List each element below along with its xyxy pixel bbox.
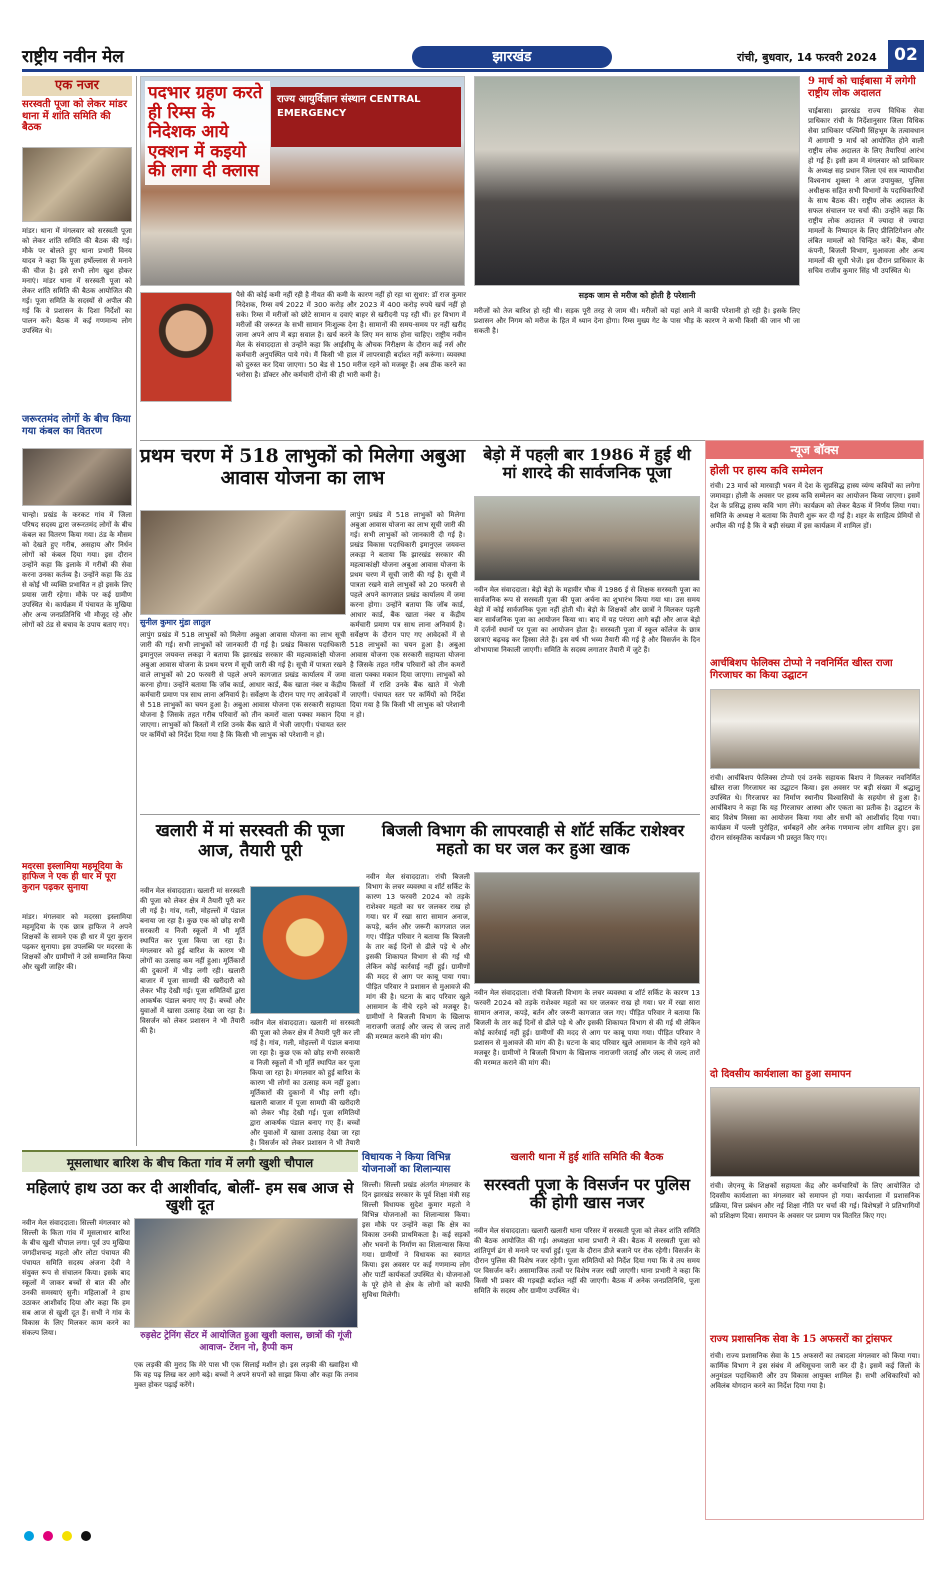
newspaper-logo: राष्ट्रीय नवीन मेल	[22, 47, 124, 67]
left-text-2: चान्हो। प्रखंड के करकट गांव में जिला परिषद सदस्य द्वारा जरूरतमंद लोगों के बीच कंबल का वितरण किया गया। ठंड के मौसम को देखते हुए गरीब, असहाय और निर्धन लोगों को कंबल दिया गया। इस दौरान उन्होंने कहा कि इलाके में गरीबों की सेवा करना उनका कर्तव्य है। उन्होंने कहा कि ठंड से कोई भी व्यक्ति प्रभावित न हो इसके लिए प्रयास जारी रहेगा। मौके पर कई ग्रामीण उपस्थित थे। कार्यक्रम में पंचायत के मुखिया और अन्य जनप्रतिनिधि भी मौजूद रहे और लोगों को ठंड से बचाव के उपाय बताए गए।	[22, 511, 132, 629]
dateline: रांची, बुधवार, 14 फरवरी 2024	[737, 51, 877, 64]
visarjan-headline: सरस्वती पूजा के विसर्जन पर पुलिस की होगी खास नजर	[483, 1175, 691, 1213]
awas-byline: सुनील कुमार मुंडा लातुल	[140, 617, 211, 627]
lok-adalat-body: चाईबासा। झारखंड राज्य विधिक सेवा प्राधिकार रांची के निर्देशानुसार जिला विधिक सेवा प्राधिकार पश्चिमी सिंहभूम के तत्वावधान में आगामी 9 मार्च को आयोजित होने वाली राष्ट्रीय लोक अदालत के लिए तैयारियां आरंभ हो गई हैं। इसी क्रम में मंगलवार को प्राधिकार के अध्यक्ष सह प्रधान जिला एवं सत्र न्यायाधीश विश्वनाथ शुक्ला ने आज उपायुक्त, पुलिस अधीक्षक सहित सभी विभागों के पदाधिकारियों के साथ बैठक की। राष्ट्रीय लोक अदालत के सफल संचालन पर चर्चा की। उन्होंने कहा कि राष्ट्रीय लोक अदालत में ज्यादा से ज्यादा मामलों के निष्पादन के लिए प्रीलिटिगेशन और लंबित मामलों को चिन्हित करें। बैंक, बीमा कंपनी, बिजली विभाग, मुआवजा और अन्य मामलों की सूची भेजें। इस दौरान प्राधिकार के सचिव राजीव कुमार सिंह भी उपस्थित थे।	[808, 107, 924, 275]
rims-photo	[140, 76, 465, 286]
masthead	[22, 40, 924, 72]
column-rule	[136, 76, 137, 1146]
church-photo	[710, 689, 920, 769]
church-body: रांची। आर्चबिशप फेलिक्स टोप्पो एवं उनके सहायक बिशप ने मिलकर नवनिर्मित खीस्त राजा गिरजाघर का उद्घाटन किया। इस अवसर पर बड़ी संख्या में श्रद्धालु उपस्थित थे। गिरजाघर का निर्माण स्थानीय विश्वासियों के सहयोग से हुआ है। आर्चबिशप ने कहा कि यह गिरजाघर आस्था और एकता का प्रतीक है। उद्घाटन के बाद विशेष मिस्सा का आयोजन किया गया और सभी को आशीर्वाद दिया गया। कार्यक्रम में पल्ली पुरोहित, धर्मबहनें और अनेक गणमान्य लोग शामिल हुए। इस दौरान सांस्कृतिक कार्यक्रम भी प्रस्तुत किए गए।	[710, 774, 920, 842]
lok-adalat-headline: 9 मार्च को चाईबासा में लगेगी राष्ट्रीय लोक अदालत	[808, 76, 916, 99]
chaupal-headline: महिलाएं हाथ उठा कर दी आशीर्वाद, बोलीं- हम सब आज से खुशी दूत	[26, 1179, 354, 1215]
jam-caption: सड़क जाम से मरीज को होती है परेशानी	[474, 290, 800, 304]
blanket-photo	[22, 448, 132, 506]
emergency-sign: राज्य आयुर्विज्ञान संस्थान CENTRAL EMERGENCY	[271, 87, 461, 147]
left-text-1: मांडर। थाना में मंगलवार को सरस्वती पूजा को लेकर शांति समिति की बैठक की गई। मौके पर बोलते हुए थाना प्रभारी विनय यादव ने कहा कि पूजा हर्षोल्लास से मनाने की चीज है। इसे सभी लोग खुश होकर मनाएं। मांडर थाना में सरस्वती पूजा को लेकर शांति समिति की बैठक आयोजित की गई। पूजा समिति के सदस्यों से अपील की गई कि वे प्रशासन के दिशा निर्देशों का पालन करें। बैठक में कई गणमान्य लोग उपस्थित थे।	[22, 227, 132, 335]
saraswati-idol-photo	[250, 886, 360, 1014]
happy-class-photo	[134, 1218, 358, 1328]
workshop-body: रांची। जेएनयू के शिक्षकों सहायता केंद्र और कर्मचारियों के लिए आयोजित दो दिवसीय कार्यशाला का मंगलवार को समापन हो गया। कार्यशाला में प्रशासनिक प्रक्रिया, वित्त प्रबंधन और नई शिक्षा नीति पर चर्चा की गई। विशेषज्ञों ने प्रतिभागियों को प्रशिक्षण दिया। समापन के अवसर पर प्रमाण पत्र वितरित किए गए।	[710, 1182, 920, 1220]
rims-body: पैसे की कोई कमी नहीं रही है नीयत की कमी के कारण नहीं हो रहा था सुधार: डॉ राज कुमार निदेशक, रिम्स वर्ष 2022 में 300 करोड़ और 2023 में 400 करोड़ रुपये खर्च नहीं हो सके। रिम्स में मरीजों को छोटे सामान व दवाएं बाहर से खरीदनी पड़ रही थीं। हर विभाग में मरीजों की जरूरत के सभी सामान निःशुल्क देना है। सामानों की समय-समय पर नहीं खरीद जाना अपने आप में बड़ा सवाल है। खर्च करने के लिए मन साफ होना चाहिए। राष्ट्रीय नवीन मेल के संवाददाता से उन्होंने कहा कि आईसीयू के औचक निरीक्षण के दौरान कई नर्स और कर्मचारी अनुपस्थित पाये गये। मैं किसी भी हाल में लापरवाही बर्दाश्त नहीं करूंगा। व्यवस्था को दुरुस्त कर दिया जाएगा। 50 बेड से 150 मरीज रहने को मजबूर हैं। अब ठीक करने का भरोसा है। डॉक्टर और कर्मचारी दोनों की ही भारी कमी है।	[236, 291, 466, 379]
chaupal-body-2: एक लड़की की मुराद कि मेरे पास भी एक सिलाई मशीन हो। इस लड़की की ख्वाहिश थी कि वह पढ़ लिख कर आगे बढ़े। बच्चों ने अपने सपनों को साझा किया और कहा कि तनाव मुक्त होकर पढ़ाई करेंगे।	[134, 1361, 358, 1389]
church-headline: आर्चबिशप फेलिक्स टोप्पो ने नवनिर्मित खीस्त राजा गिरजाघर का किया उद्घाटन	[710, 658, 893, 681]
peace-meeting-photo	[22, 147, 132, 222]
visarjan-label: खलारी थाना में हुई शांति समिति की बैठक	[510, 1152, 664, 1163]
left-text-3: मांडर। मंगलवार को मदरसा इस्लामिया महमूदिया के एक छात्र हाफिज ने अपने शिक्षकों के सामने एक ही धार में पूरा कुरान पढ़कर सुनाया। इस उपलब्धि पर मदरसा के शिक्षकों और ग्रामीणों ने उसे सम्मानित किया और खुशी जाहिर की।	[22, 913, 132, 971]
bijli-headline: बिजली विभाग की लापरवाही से शॉर्ट सर्किट राशेश्वर महतो का घर जल कर हुआ खाक	[381, 821, 685, 859]
awas-body-b: लापुंग प्रखंड में 518 लाभुकों को मिलेगा अबुआ आवास योजना का लाभ सूची जारी की गई। सभी लाभुकों को जानकारी दी गई है। प्रखंड विकास पदाधिकारी इमानुएल जयवन्त लकड़ा ने बताया कि झारखंड सरकार की महत्वाकांक्षी योजना अबुआ आवास योजना के प्रथम चरण में सूची जारी की गई है। सूची में पात्रता रखने वाले लाभुकों को 20 फरवरी से पहले अपने कागजात प्रखंड कार्यालय में जमा करना होगा। उन्होंने बताया कि जॉब कार्ड, आधार कार्ड, बैंक खाता नंबर व केंद्रीय कर्मचारी प्रमाण पत्र साथ लाना अनिवार्य है। सर्वेक्षण के दौरान पाए गए आवेदकों में से 518 लाभुकों का चयन हुआ है। अबुआ आवास योजना एक सरकारी सहायता योजना है जिसके तहत गरीब परिवारों को तीन कमरों वाला पक्का मकान दिया जाएगा। लाभुकों को किस्तों में राशि उनके बैंक खाते में भेजी जाएगी। पंचायत स्तर पर कर्मियों को निर्देश दिया गया है कि किसी भी लाभुक को परेशानी न हो।	[350, 511, 465, 719]
workshop-headline: दो दिवसीय कार्यशाला का हुआ समापन	[710, 1069, 852, 1080]
chaupal-body: नवीन मेल संवाददाता। सिल्ली मंगलवार को सिल्ली के किता गांव में मूसलाधार बारिश के बीच खुशी चौपाल लगा। पूर्व उप मुखिया जगदीशचन्द्र महतो और लोटा पंचायत की पंचायत समिति सदस्य अंजना देवी ने संयुक्त रूप से संचालन किया। इसके बाद स्कूलों में जाकर बच्चों से बात की और उनकी समस्याएं सुनी। महिलाओं ने हाथ उठाकर आशीर्वाद दिया और कहा कि हम सब आज से खुशी दूत हैं। सभी ने गांव के विकास के लिए मिलकर काम करने का संकल्प लिया।	[22, 1219, 130, 1337]
magenta-mark-icon	[43, 1531, 53, 1541]
vidhayak-body: सिल्ली। सिल्ली प्रखंड अंतर्गत मंगलवार के दिन झारखंड सरकार के पूर्व शिक्षा मंत्री सह सिल्ली विधायक सुदेश कुमार महतो ने विभिन्न योजनाओं का शिलान्यास किया। इस मौके पर उन्होंने कहा कि क्षेत्र का विकास उनकी प्राथमिकता है। कई सड़कों और भवनों के निर्माण का शिलान्यास किया गया। ग्रामीणों ने विधायक का स्वागत किया। इस अवसर पर कई गणमान्य लोग और पार्टी कार्यकर्ता उपस्थित थे। योजनाओं के पूरे होने से क्षेत्र के लोगों को काफी सुविधा मिलेगी।	[362, 1181, 470, 1299]
traffic-jam-photo	[474, 76, 800, 286]
awas-headline: प्रथम चरण में 518 लाभुकों को मिलेगा अबुआ आवास योजना का लाभ	[140, 445, 465, 489]
khalari-body-a: नवीन मेल संवाददाता। खलारी मां सरस्वती की पूजा को लेकर क्षेत्र में तैयारी पूरी कर ली गई है। गांव, गली, मोहल्लों में पंडाल बनाया जा रहा है। कुछ एक को छोड़ सभी सरकारी व निजी स्कूलों में भी मूर्ति स्थापित कर पूजा किया जा रहा है। मंगलवार को हुई बारिश के कारण भी लोगों का उत्साह कम नहीं हुआ। मूर्तिकारों की दुकानों में भीड़ लगी रही। खलारी बाजार में पूजा सामग्री की खरीदारी को लेकर भीड़ देखी गई। पूजा समितियों द्वारा आकर्षक पंडाल बनाए गए हैं। बच्चों और युवाओं में खासा उत्साह देखा जा रहा है। विसर्जन को लेकर प्रशासन ने भी तैयारी की है।	[140, 887, 245, 1035]
row-rule-2	[140, 814, 700, 815]
yellow-mark-icon	[62, 1531, 72, 1541]
director-portrait	[140, 292, 232, 402]
transfer-body: रांची। राज्य प्रशासनिक सेवा के 15 अफसरों का तबादला मंगलवार को किया गया। कार्मिक विभाग ने इस संबंध में अधिसूचना जारी कर दी है। इसमें कई जिलों के अनुमंडल पदाधिकारी और उप विकास आयुक्त शामिल हैं। सभी अधिकारियों को अविलंब योगदान करने का निर्देश दिया गया है।	[710, 1352, 920, 1390]
holi-body: रांची। 23 मार्च को मारवाड़ी भवन में देश के सुप्रसिद्ध हास्य व्यंग्य कवियों का लगेगा जमावड़ा। होली के अवसर पर हास्य कवि सम्मेलन का आयोजन किया जाएगा। इसमें देश के प्रसिद्ध हास्य कवि भाग लेंगे। कार्यक्रम को लेकर बैठक में निर्णय लिया गया। समिति के अध्यक्ष ने बताया कि तैयारी शुरू कर दी गई है। शहर के साहित्य प्रेमियों से अपील की गई है कि वे बड़ी संख्या में इस कार्यक्रम में शामिल हों।	[710, 482, 920, 530]
khalari-headline: खलारी में मां सरस्वती की पूजा आज, तैयारी पूरी	[155, 821, 345, 861]
awas-photo	[140, 510, 346, 615]
workshop-photo	[710, 1087, 920, 1177]
transfer-headline: राज्य प्रशासनिक सेवा के 15 अफसरों का ट्रांसफर	[710, 1334, 892, 1345]
black-mark-icon	[81, 1531, 91, 1541]
left-headline-1: सरस्वती पूजा को लेकर मांडर थाना में शांति समिति की बैठक	[22, 99, 128, 133]
news-box-label: न्यूज बॉक्स	[706, 441, 923, 459]
bero-headline: बेड़ो में पहली बार 1986 में हुई थी मां शारदे की सार्वजनिक पूजा	[483, 445, 691, 483]
left-headline-3: मदरसा इस्लामिया महमूदिया के हाफिज ने एक ही धार में पूरा कुरान पढ़कर सुनाया	[22, 862, 123, 893]
holi-headline: होली पर हास्य कवि सम्मेलन	[710, 464, 823, 477]
happy-class-caption: रुड़सेट ट्रेनिंग सेंटर में आयोजित हुआ खुशी क्लास, छात्रों की गूंजी आवाज- टेंशन नो, हैप्पी कम	[134, 1330, 358, 1356]
ek-nazar-label: एक नजर	[22, 76, 132, 96]
khalari-body-b: नवीन मेल संवाददाता। खलारी मां सरस्वती की पूजा को लेकर क्षेत्र में तैयारी पूरी कर ली गई है। गांव, गली, मोहल्लों में पंडाल बनाया जा रहा है। कुछ एक को छोड़ सभी सरकारी व निजी स्कूलों में भी मूर्ति स्थापित कर पूजा किया जा रहा है। मंगलवार को हुई बारिश के कारण भी लोगों का उत्साह कम नहीं हुआ। मूर्तिकारों की दुकानों में भीड़ लगी रही। खलारी बाजार में पूजा सामग्री की खरीदारी को लेकर भीड़ देखी गई। पूजा समितियों द्वारा आकर्षक पंडाल बनाए गए हैं। बच्चों और युवाओं में खासा उत्साह देखा जा रहा है। विसर्जन को लेकर प्रशासन ने भी तैयारी	[250, 1019, 360, 1147]
bero-body: नवीन मेल संवाददाता। बेड़ो बेड़ो के महावीर चौक में 1986 ई से शिक्षक सरस्वती पूजा का सार्वजनिक रूप से सरस्वती पूजा की पूजा अर्चना का शुभारंभ किया गया था। उस समय बेड़ो में कोई सार्वजनिक पूजा नहीं होती थी। बेड़ो के शिक्षकों और छात्रों ने मिलकर पहली बार सार्वजनिक पूजा का आयोजन किया था। बाद में यह परंपरा आगे बढ़ी और आज बेड़ो में दर्जनों स्थानों पर पूजा का आयोजन होता है। सरस्वती पूजा में स्कूल कॉलेज के छात्र छात्राएं बढ़चढ़ कर हिस्सा लेते हैं। इस वर्ष भी भव्य तैयारी की गई है और विसर्जन के दिन शोभायात्रा निकाली जाएगी। समिति के सदस्य लगातार तैयारी में जुटे हैं।	[474, 586, 700, 654]
visarjan-body: नवीन मेल संवाददाता। खलारी खलारी थाना परिसर में सरस्वती पूजा को लेकर शांति समिति की बैठक आयोजित की गई। अध्यक्षता थाना प्रभारी ने की। बैठक में सरस्वती पूजा को शांतिपूर्ण ढंग से मनाने पर चर्चा हुई। पूजा के दौरान डीजे बजाने पर रोक रहेगी। विसर्जन के दौरान पुलिस की विशेष नजर रहेगी। पूजा समितियों को निर्देश दिया गया कि वे तय समय पर विसर्जन करें। असामाजिक तत्वों पर विशेष नजर रखी जाएगी। थाना प्रभारी ने कहा कि किसी भी प्रकार की गड़बड़ी बर्दाश्त नहीं की जाएगी। बैठक में अनेक जनप्रतिनिधि, पूजा समिति के सदस्य और ग्रामीण उपस्थित थे।	[474, 1227, 700, 1295]
bijli-body-a: नवीन मेल संवाददाता। रांची बिजली विभाग के लचर व्यवस्था व शॉर्ट सर्किट के कारण 13 फरवरी 2024 को तड़के राशेश्वर महतो का घर जलकर राख हो गया। घर में रखा सारा सामान अनाज, कपड़े, बर्तन और जरूरी कागजात जल गए। पीड़ित परिवार ने बताया कि बिजली के तार कई दिनों से ढीले पड़े थे और इसकी शिकायत विभाग से की गई थी लेकिन कोई कार्रवाई नहीं हुई। ग्रामीणों की मदद से आग पर काबू पाया गया। पीड़ित परिवार ने प्रशासन से मुआवजे की मांग की है। घटना के बाद परिवार खुले आसमान के नीचे रहने को मजबूर है। ग्रामीणों ने बिजली विभाग के खिलाफ नाराजगी जताई और जल्द से जल्द तारों की मरम्मत कराने की मांग की।	[366, 873, 470, 1041]
section-label: झारखंड	[412, 46, 612, 68]
burnt-house-photo	[474, 872, 700, 984]
awas-body-a: लापुंग प्रखंड में 518 लाभुकों को मिलेगा अबुआ आवास योजना का लाभ सूची जारी की गई। सभी लाभुकों को जानकारी दी गई है। प्रखंड विकास पदाधिकारी इमानुएल जयवन्त लकड़ा ने बताया कि झारखंड सरकार की महत्वाकांक्षी योजना अबुआ आवास योजना के प्रथम चरण में सूची जारी की गई है। सूची में पात्रता रखने वाले लाभुकों को 20 फरवरी से पहले अपने कागजात प्रखंड कार्यालय में जमा करना होगा। उन्होंने बताया कि जॉब कार्ड, आधार कार्ड, बैंक खाता नंबर व केंद्रीय कर्मचारी प्रमाण पत्र साथ लाना अनिवार्य है। सर्वेक्षण के दौरान पाए गए आवेदकों में से 518 लाभुकों का चयन हुआ है। अबुआ आवास योजना एक सरकारी सहायता योजना है जिसके तहत गरीब परिवारों को तीन कमरों वाला पक्का मकान दिया जाएगा। लाभुकों को किस्तों में राशि उनके बैंक खाते में भेजी जाएगी। पंचायत स्तर पर कर्मियों को निर्देश दिया गया है कि किसी भी लाभुक को परेशानी न हो।	[140, 631, 346, 739]
vidhayak-headline: विधायक ने किया विभिन्न योजनाओं का शिलान्यास	[362, 1152, 451, 1175]
chaupal-banner: मूसलाधार बारिश के बीच किता गांव में लगी खुशी चौपाल	[22, 1150, 358, 1172]
color-registration-strip	[22, 1526, 924, 1538]
jam-body: मरीजों को तेज बारिश हो रही थी। सड़क पूरी तरह से जाम थी। मरीजों को यहां आने में काफी परेशानी हो रही है। इसके लिए प्रशासन और निगम को मरीज के हित में ध्यान देना होगा। रिम्स मुख्य गेट के पास भीड़ के कारण ने कभी किसी की जान भी जा सकती है।	[474, 307, 800, 335]
page-number: 02	[888, 40, 924, 70]
bero-photo	[474, 496, 700, 581]
cyan-mark-icon	[24, 1531, 34, 1541]
left-headline-2: जरूरतमंद लोगों के बीच किया गया कंबल का वितरण	[22, 414, 131, 437]
news-box	[705, 440, 924, 1520]
rims-headline: पदभार ग्रहण करते ही रिम्स के निदेशक आये एक्शन में कइयो की लगा दी क्लास	[145, 81, 270, 185]
bijli-body-b: नवीन मेल संवाददाता। रांची बिजली विभाग के लचर व्यवस्था व शॉर्ट सर्किट के कारण 13 फरवरी 2024 को तड़के राशेश्वर महतो का घर जलकर राख हो गया। घर में रखा सारा सामान अनाज, कपड़े, बर्तन और जरूरी कागजात जल गए। पीड़ित परिवार ने बताया कि बिजली के तार कई दिनों से ढीले पड़े थे और इसकी शिकायत विभाग से की गई थी लेकिन कोई कार्रवाई नहीं हुई। ग्रामीणों की मदद से आग पर काबू पाया गया। पीड़ित परिवार ने प्रशासन से मुआवजे की मांग की है। घटना के बाद परिवार खुले आसमान के नीचे रहने को मजबूर है। ग्रामीणों ने बिजली विभाग के खिलाफ नाराजगी जताई और जल्द से जल्द तारों की मरम्मत कराने की मांग की।	[474, 989, 700, 1067]
